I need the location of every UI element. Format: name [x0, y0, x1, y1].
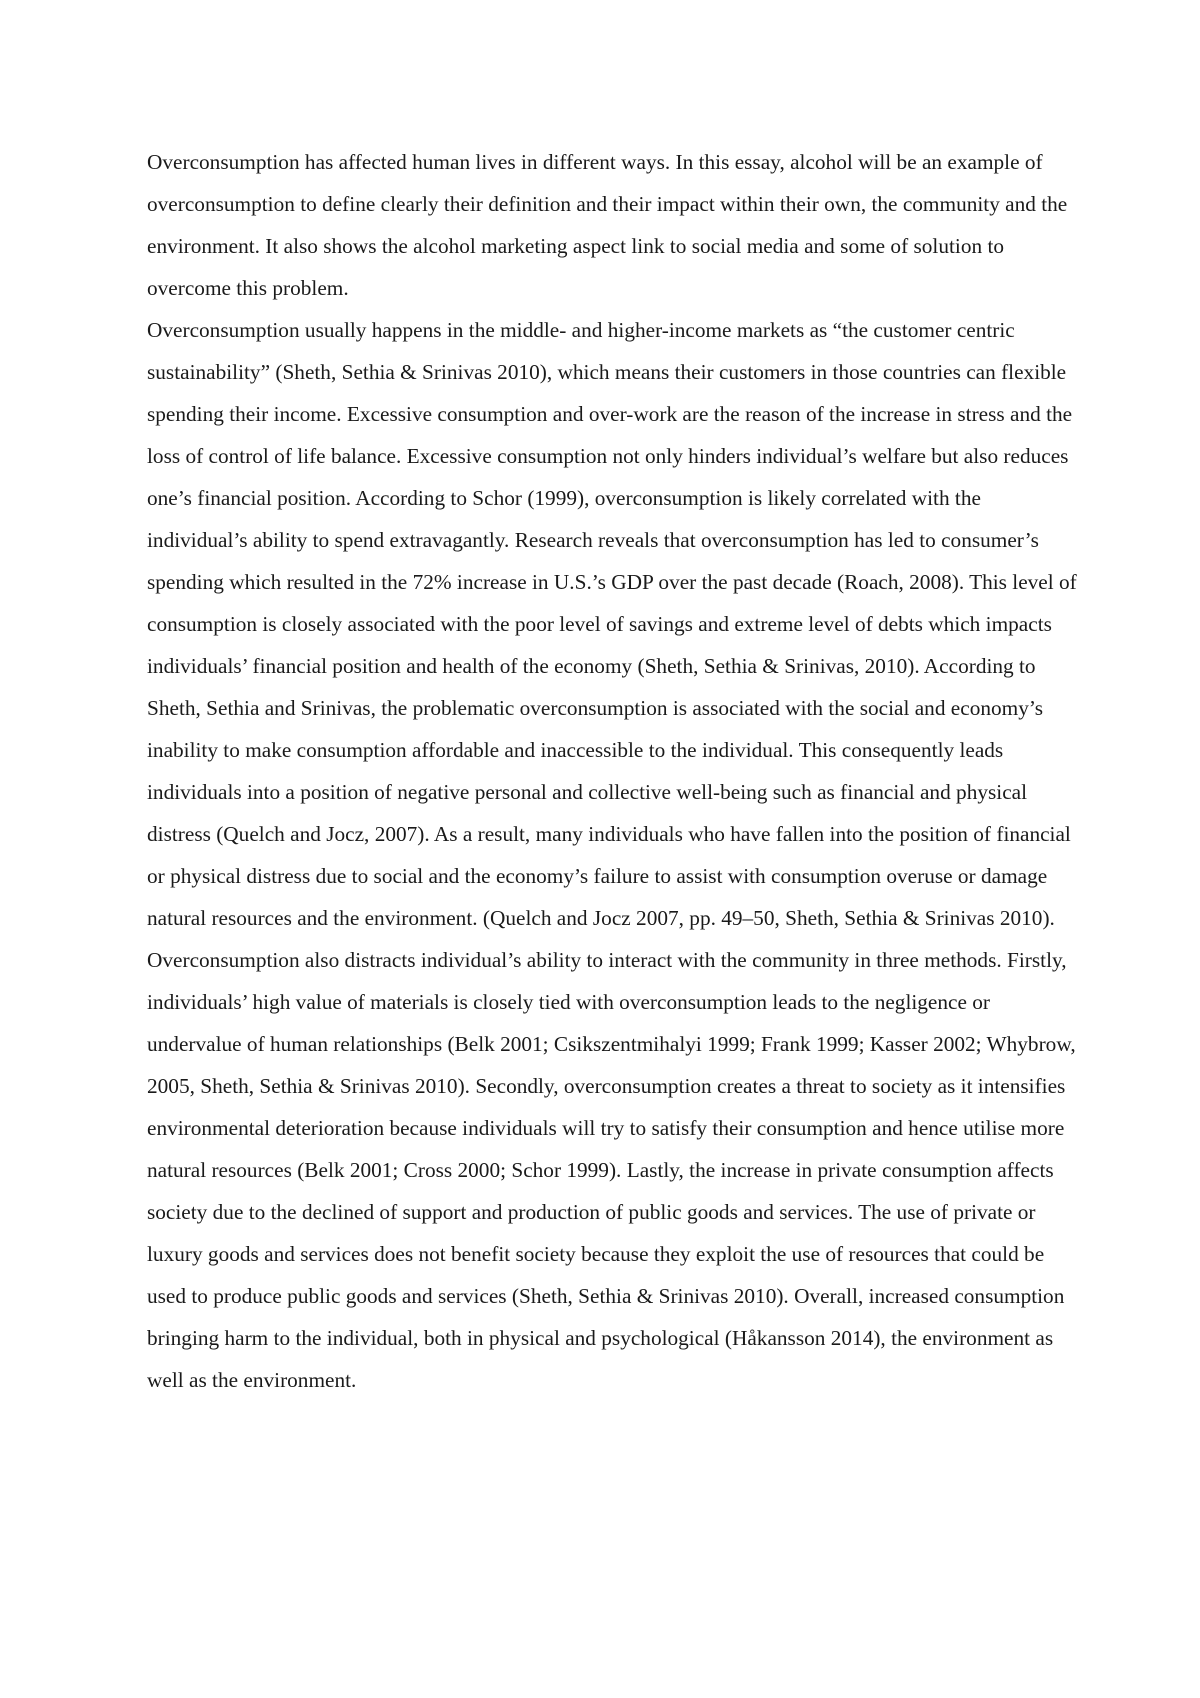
- paragraph-introduction: Overconsumption has affected human lives in different ways. In this essay, alcohol will be an example of overconsumption to define clearly their definition and their impact within their own, the community and the environment. It also shows the alcohol marketing aspect link to social media and some of solution to overcome this problem.: [147, 150, 1068, 300]
- paragraph-overconsumption: Overconsumption usually happens in the middle- and higher-income markets as “the customer centric sustainability” (Sheth, Sethia & Srinivas 2010), which means their customers in those countries can flexible spending their income. Excessive consumption and over-work are the reason of the increase in stress and the loss of control of life balance. Excessive consumption not only hinders individual’s welfare but also reduces one’s financial position. According to Schor (1999), overconsumption is likely correlated with the individual’s ability to spend extravagantly. Research reveals that overconsumption has led to consumer’s spending which resulted in the 72% increase in U.S.’s GDP over the past decade (Roach, 2008). This level of consumption is closely associated with the poor level of savings and extreme level of debts which impacts individuals’ financial position and health of the economy (Sheth, Sethia & Srinivas, 2010). According to Sheth, Sethia and Srinivas, the problematic overconsumption is associated with the social and economy’s inability to make consumption affordable and inaccessible to the individual. This consequently leads individuals into a position of negative personal and collective well-being such as financial and physical distress (Quelch and Jocz, 2007). As a result, many individuals who have fallen into the position of financial or physical distress due to social and the economy’s failure to assist with consumption overuse or damage natural resources and the environment. (Quelch and Jocz 2007, pp. 49–50, Sheth, Sethia & Srinivas 2010). Overconsumption also distracts individual’s ability to interact with the community in three methods. Firstly, individuals’ high value of materials is closely tied with overconsumption leads to the negligence or undervalue of human relationships (Belk 2001; Csikszentmihalyi 1999; Frank 1999; Kasser 2002; Whybrow, 2005, Sheth, Sethia & Srinivas 2010). Secondly, overconsumption creates a threat to society as it intensifies environmental deterioration because individuals will try to satisfy their consumption and hence utilise more natural resources (Belk 2001; Cross 2000; Schor 1999). Lastly, the increase in private consumption affects society due to the declined of support and production of public goods and services. The use of private or luxury goods and services does not benefit society because they exploit the use of resources that could be used to produce public goods and services (Sheth, Sethia & Srinivas 2010). Overall, increased consumption bringing harm to the individual, both in physical and psychological (Håkansson 2014), the environment as well as the environment.: [147, 318, 1077, 1392]
- document-body: [147, 141, 1077, 1401]
